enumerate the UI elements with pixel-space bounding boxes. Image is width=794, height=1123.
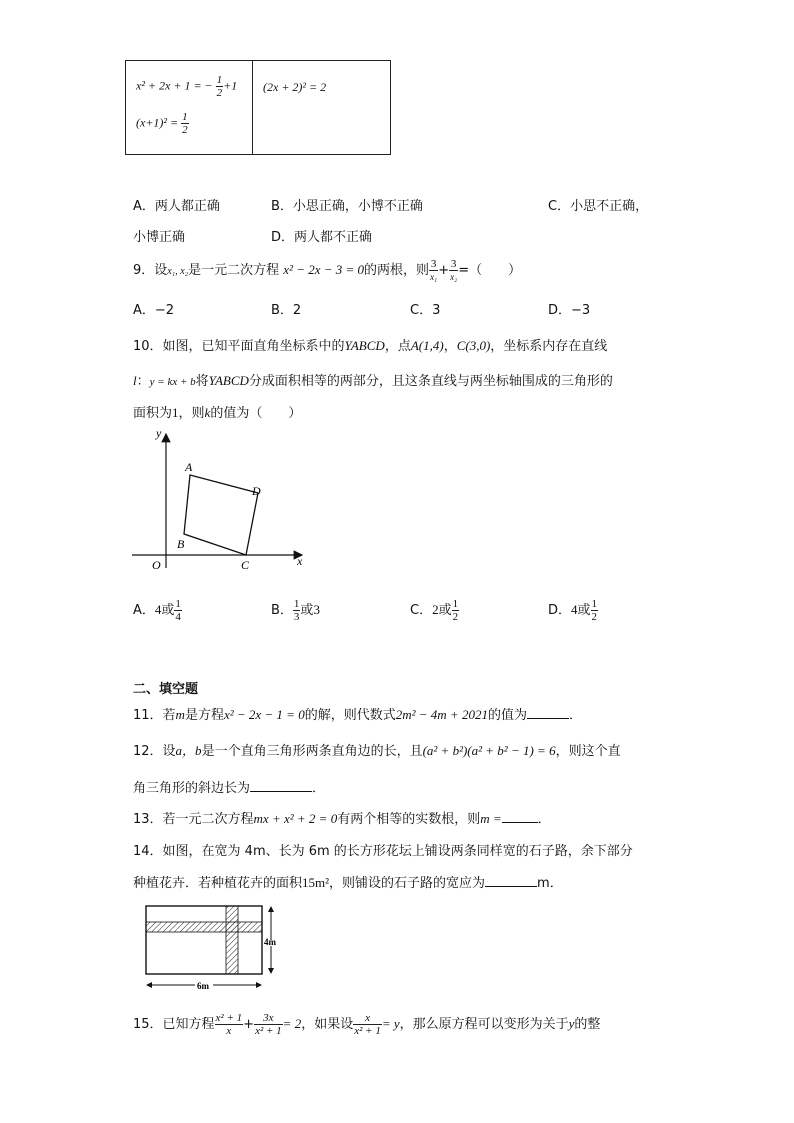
- fraction-denominator: 2: [452, 611, 459, 623]
- q15-text: 的整: [574, 1017, 601, 1032]
- fraction-numerator: 1: [293, 598, 300, 610]
- q10-text: ，坐标系内存在直线: [490, 339, 608, 354]
- q8-option-a: A．两人都正确: [133, 199, 220, 214]
- fraction-numerator: 1: [452, 598, 459, 610]
- left-line-2-lhs: (x+1)² =: [136, 115, 179, 130]
- fraction-denominator: 2: [591, 611, 598, 623]
- q10-line-1: [133, 335, 607, 354]
- q12-text: 是一个直角三角形两条直角边的长，且: [201, 744, 423, 759]
- left-line-2: [136, 111, 189, 136]
- option-prefix: B．: [271, 603, 293, 618]
- left-line-1-lhs: x² + 2x + 1 = −: [136, 78, 213, 93]
- q11-text: 的值为: [487, 708, 527, 723]
- q9-end: =（ ）: [458, 263, 522, 278]
- q14-area: 15m²: [302, 875, 330, 890]
- q10-area-value: 1: [172, 405, 179, 420]
- fraction-numerator: 3: [450, 258, 457, 270]
- q13-text: 13．若一元二次方程: [133, 812, 254, 827]
- q11-equation: x² − 2x − 1 = 0: [223, 707, 305, 722]
- q8-option-d: D．两人都不正确: [271, 230, 373, 245]
- fraction-denominator: x: [226, 1025, 232, 1037]
- q15-text: 15．已知方程: [133, 1017, 215, 1032]
- option-value: 2: [432, 602, 439, 617]
- right-line-1: (2x + 2)² = 2: [263, 80, 327, 94]
- q10-text: 分成面积相等的两部分，且这条直线与两坐标轴围成的三角形的: [248, 374, 613, 389]
- option-or: 或: [300, 603, 314, 618]
- q15-text: ，那么原方程可以变形为关于: [399, 1017, 569, 1032]
- option-prefix: A．: [133, 603, 155, 618]
- q10-option-c: [410, 598, 459, 623]
- q12-text: 12．设: [133, 744, 176, 759]
- q10-figure: [130, 428, 320, 578]
- q13: [133, 808, 551, 827]
- q10-text: ，点: [384, 339, 411, 354]
- q15-plus: +: [243, 1017, 255, 1032]
- fraction-denominator: 4: [175, 611, 181, 623]
- left-line-1: [136, 74, 237, 99]
- fraction-numerator: 1: [175, 598, 181, 610]
- q10-parallelogram: YABCD: [344, 338, 385, 353]
- q10-text: ，则: [178, 406, 205, 421]
- q10-line-l: l: [133, 373, 137, 388]
- q12-equation: (a² + b²)(a² + b² − 1) = 6: [422, 743, 556, 758]
- q10-option-d: [548, 598, 598, 623]
- q10-option-a: [133, 598, 182, 623]
- vertex-c-label: C: [241, 558, 250, 572]
- section-title: 二、填空题: [133, 682, 199, 697]
- option-fraction: [452, 598, 460, 623]
- vertex-a-label: A: [185, 460, 193, 474]
- vertical-path: [226, 906, 238, 974]
- q9-fraction-2: [449, 258, 458, 283]
- q10-k: k: [204, 405, 211, 420]
- q9-prefix: 9．设: [133, 263, 168, 278]
- fraction-numerator: 3: [430, 258, 437, 270]
- option-prefix: D．: [548, 603, 572, 618]
- q9-plus: +: [438, 263, 450, 278]
- q15-fraction-3: [353, 1012, 382, 1037]
- fraction-denominator: 2: [182, 124, 188, 136]
- q8-option-b: B．小思正确，小博不正确: [271, 199, 423, 214]
- fraction-numerator: 3x: [254, 1012, 283, 1025]
- q13-end: ．: [537, 812, 551, 827]
- origin-label: O: [152, 558, 161, 572]
- q13-answer-blank[interactable]: [502, 810, 538, 823]
- q15-variable: y: [568, 1016, 575, 1031]
- q14-text: ，则铺设的石子路的宽应为: [329, 876, 486, 891]
- height-label: 4m: [264, 937, 276, 947]
- q15-fraction-1: [215, 1012, 244, 1037]
- q9-equation: x² − 2x − 3 = 0: [283, 262, 365, 277]
- q15-fraction-2: [254, 1012, 283, 1037]
- horizontal-path: [146, 922, 262, 932]
- q14-line-2: [133, 872, 563, 891]
- table-cell-left: [126, 61, 253, 155]
- q12-end: ．: [312, 781, 326, 796]
- x-axis-label: x: [297, 554, 303, 568]
- q10-option-b: [271, 598, 320, 623]
- q13-equation: mx + x² + 2 = 0: [253, 811, 338, 826]
- fraction: [181, 111, 189, 136]
- q8-option-c: C．小思不正确，: [548, 199, 649, 214]
- flowerbed-outline: [146, 906, 262, 974]
- option-value: 3: [313, 602, 320, 617]
- q9-suffix: 的两根，则: [364, 263, 430, 278]
- q11-expression: 2m² − 4m + 2021: [395, 707, 488, 722]
- q10-text: 将: [195, 374, 209, 389]
- q12-variables: a，b: [175, 743, 202, 758]
- fraction-denominator: x² + 1: [354, 1025, 381, 1037]
- q11-text: 11．若: [133, 708, 176, 723]
- fraction-numerator: 1: [216, 74, 223, 86]
- q10-line-equation: y = kx + b: [149, 376, 196, 388]
- q12-text: 角三角形的斜边长为: [133, 781, 251, 796]
- q12-line-2: [133, 777, 325, 796]
- q11-text: 的解，则代数式: [304, 708, 396, 723]
- parallelogram-abcd: [184, 475, 258, 555]
- q15-text: ，如果设: [301, 1017, 354, 1032]
- q13-variable: m =: [480, 811, 502, 826]
- q10-line-3: [133, 402, 301, 421]
- option-or: 或: [577, 603, 591, 618]
- q9-roots: x₁, x₂: [167, 266, 189, 277]
- q11-end: ．: [568, 708, 582, 723]
- fraction-numerator: x² + 1: [215, 1012, 243, 1024]
- q11-answer-blank[interactable]: [527, 706, 569, 719]
- q14-text: 种植花卉．若种植花卉的面积: [133, 876, 303, 891]
- fraction-denominator: 2: [216, 87, 223, 99]
- q9-option-a: A．−2: [133, 303, 175, 318]
- left-line-1-tail: +1: [223, 78, 238, 93]
- q10-line-2: [133, 370, 613, 389]
- q9-mid: 是一元二次方程: [188, 263, 280, 278]
- fraction-numerator: 1: [182, 111, 188, 123]
- vertex-d-label: D: [252, 484, 261, 498]
- q14-line-1: 14．如图，在宽为 4m、长为 6m 的长方形花坛上铺设两条同样宽的石子路，余下部分: [133, 844, 633, 859]
- option-prefix: C．: [410, 603, 433, 618]
- q9-stem: [133, 258, 521, 283]
- q14-end: m．: [537, 876, 563, 891]
- q15: [133, 1012, 600, 1037]
- fraction-numerator: 1: [591, 598, 598, 610]
- q9-option-c: C．3: [410, 303, 441, 318]
- option-or: 或: [438, 603, 452, 618]
- solution-table: [125, 60, 391, 155]
- fraction-denominator: x₁: [430, 272, 438, 282]
- option-fraction: [174, 598, 182, 623]
- width-label: 6m: [197, 981, 209, 991]
- q10-text: 的值为（ ）: [210, 406, 302, 421]
- q11: [133, 704, 582, 723]
- q9-option-d: D．−3: [548, 303, 591, 318]
- q10-point-a: A(1,4): [410, 338, 444, 353]
- q9-option-b: B．2: [271, 303, 302, 318]
- fraction-numerator: x: [353, 1012, 382, 1025]
- q10-point-c: C(3,0): [456, 338, 491, 353]
- q10-text: ：: [136, 374, 150, 389]
- option-value: 4: [154, 602, 162, 617]
- q14-answer-blank[interactable]: [485, 874, 537, 887]
- q15-substitution: = y: [381, 1016, 400, 1031]
- q11-variable: m: [175, 707, 185, 722]
- table-cell-right: [253, 61, 391, 155]
- fraction-denominator: x² + 1: [255, 1025, 282, 1037]
- q12-answer-blank[interactable]: [250, 779, 312, 792]
- q10-parallelogram: YABCD: [208, 373, 249, 388]
- q12-text: ，则这个直: [555, 744, 621, 759]
- q13-text: 有两个相等的实数根，则: [337, 812, 481, 827]
- vertex-b-label: B: [177, 537, 185, 551]
- y-axis-label: y: [156, 428, 162, 440]
- option-fraction: [591, 598, 599, 623]
- q10-text: 面积为: [133, 406, 173, 421]
- fraction-denominator: 3: [293, 611, 300, 623]
- q15-equals: = 2: [282, 1016, 302, 1031]
- q11-text: 是方程: [184, 708, 224, 723]
- option-or: 或: [161, 603, 175, 618]
- q9-fraction-1: [429, 258, 438, 283]
- q10-text: 10．如图，已知平面直角坐标系中的: [133, 339, 345, 354]
- fraction-denominator: x₂: [450, 272, 458, 282]
- option-value: 4: [571, 602, 578, 617]
- q14-figure: [140, 898, 290, 994]
- q8-option-c-continued: 小博正确: [133, 230, 186, 245]
- q10-text: ，: [443, 339, 457, 354]
- q12-line-1: [133, 740, 621, 759]
